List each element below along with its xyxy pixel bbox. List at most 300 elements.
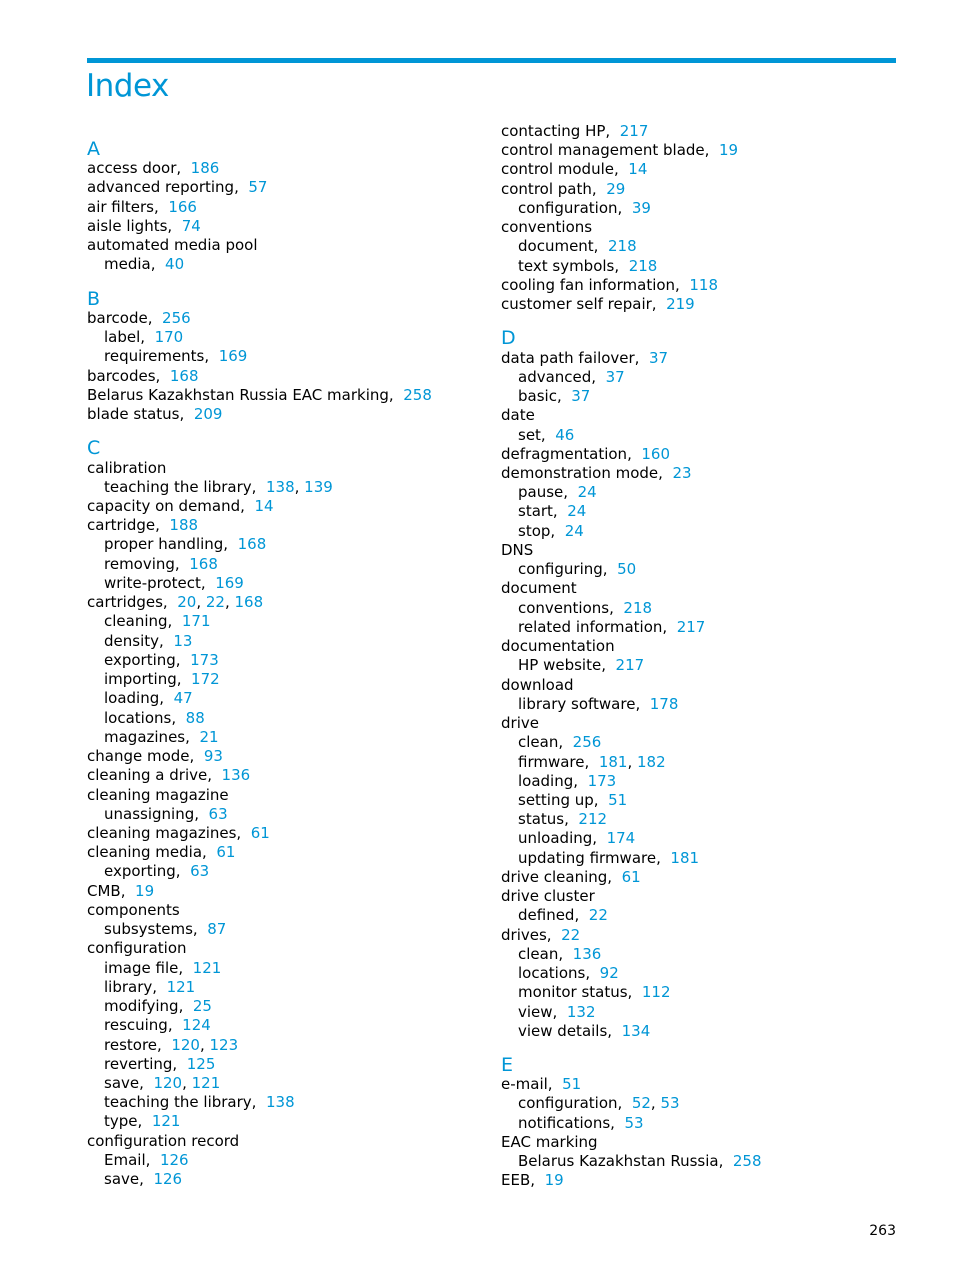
index-subentry <box>87 1151 487 1170</box>
index-subentry <box>501 810 901 829</box>
index-entry <box>87 516 487 535</box>
entry-term: save, <box>104 1170 144 1189</box>
index-subentry <box>501 502 901 521</box>
index-entry <box>87 882 487 901</box>
entry-term: monitor status, <box>518 983 633 1002</box>
entry-term: modifying, <box>104 997 184 1016</box>
entry-term: conventions <box>501 218 593 237</box>
index-entry <box>501 218 901 237</box>
entry-term: media, <box>104 255 156 274</box>
index-entry <box>501 868 901 887</box>
entry-term: text symbols, <box>518 256 620 275</box>
index-entry <box>501 276 901 295</box>
entry-term: aisle lights, <box>87 216 173 235</box>
page-title: Index <box>86 68 169 104</box>
entry-term: cartridges, <box>87 593 168 612</box>
entry-term: rescuing, <box>104 1016 173 1035</box>
header-rule <box>87 58 896 63</box>
page-link[interactable]: 132 <box>566 1002 596 1021</box>
entry-term: HP website, <box>518 656 606 675</box>
page-link[interactable]: 258 <box>403 385 432 404</box>
page-link[interactable]: 88 <box>185 708 205 727</box>
index-column-left <box>87 140 487 1189</box>
entry-term: cleaning, <box>104 612 173 631</box>
page-link[interactable]: 121 <box>192 958 222 977</box>
entry-term: library software, <box>518 694 641 713</box>
entry-term: cleaning magazines, <box>87 823 242 842</box>
page-link[interactable]: 219 <box>666 295 695 314</box>
index-subentry <box>501 1022 901 1041</box>
page-link[interactable]: 52 <box>631 1094 651 1113</box>
page-link[interactable]: 74 <box>181 216 201 235</box>
page-link[interactable]: 50 <box>617 560 637 579</box>
entry-term: configuration <box>87 939 187 958</box>
page-link[interactable]: 61 <box>621 867 641 886</box>
index-entry <box>87 198 487 217</box>
page-link[interactable]: 172 <box>191 670 220 689</box>
page-link[interactable]: 168 <box>237 535 267 554</box>
entry-term: blade status, <box>87 405 185 424</box>
page-link[interactable]: 22 <box>561 925 581 944</box>
page-link[interactable]: 87 <box>207 920 227 939</box>
index-subentry <box>87 1112 487 1131</box>
index-entry <box>87 459 487 478</box>
index-subentry <box>87 978 487 997</box>
entry-term: configuring, <box>518 560 608 579</box>
entry-term: cooling fan information, <box>501 275 680 294</box>
page-link[interactable]: 126 <box>153 1170 183 1189</box>
page-link[interactable]: 51 <box>608 790 628 809</box>
page-link[interactable]: 188 <box>169 516 199 535</box>
entry-term: control management blade, <box>501 141 710 160</box>
page-link[interactable]: 19 <box>718 141 739 160</box>
page-link[interactable]: 182 <box>637 752 666 771</box>
index-entry <box>501 579 901 598</box>
page-link[interactable]: 24 <box>567 502 587 521</box>
entry-term: components <box>87 900 180 919</box>
page-link[interactable]: 169 <box>215 573 244 592</box>
entry-term: pause, <box>518 483 569 502</box>
page-link[interactable]: 53 <box>660 1094 680 1113</box>
index-subentry <box>87 689 487 708</box>
page-link[interactable]: 53 <box>624 1113 644 1132</box>
page-link[interactable]: 37 <box>605 367 625 386</box>
index-subentry <box>501 1152 901 1171</box>
page-link[interactable]: 212 <box>578 810 608 829</box>
page-link[interactable]: 19 <box>135 881 155 900</box>
entry-term: density, <box>104 631 164 650</box>
page-link[interactable]: 120 <box>171 1035 200 1054</box>
index-subentry <box>87 1093 487 1112</box>
index-column-right <box>501 122 901 1191</box>
index-subentry <box>87 805 487 824</box>
entry-term: advanced, <box>518 367 597 386</box>
entry-term: EAC marking <box>501 1132 598 1151</box>
index-subentry <box>501 829 901 848</box>
page-link[interactable]: 178 <box>649 694 679 713</box>
index-entry <box>87 236 487 255</box>
entry-term: status, <box>518 810 569 829</box>
page-link[interactable]: 186 <box>190 159 220 178</box>
index-subentry <box>501 1003 901 1022</box>
index-entry <box>87 497 487 516</box>
page-link[interactable]: 37 <box>571 387 591 406</box>
index-entry <box>87 939 487 958</box>
entry-term: download <box>501 675 574 694</box>
page-number: 263 <box>869 1223 896 1239</box>
section-letter: D <box>501 327 516 350</box>
section-letter: E <box>501 1054 514 1077</box>
page-link[interactable]: 138 <box>265 1093 295 1112</box>
index-subentry <box>501 199 901 218</box>
index-subentry <box>501 945 901 964</box>
index-subentry <box>87 555 487 574</box>
entry-term: barcodes, <box>87 366 161 385</box>
index-subentry <box>501 257 901 276</box>
entry-term: locations, <box>518 964 591 983</box>
page-link[interactable]: 14 <box>628 160 648 179</box>
entry-term: label, <box>104 328 146 347</box>
page-link[interactable]: 171 <box>181 612 211 631</box>
entry-term: removing, <box>104 554 180 573</box>
page-link[interactable]: 63 <box>208 804 228 823</box>
page-link[interactable]: 173 <box>587 771 617 790</box>
page-link[interactable]: 256 <box>572 733 602 752</box>
entry-term: configuration, <box>518 198 623 217</box>
index-subentry <box>87 632 487 651</box>
page-link[interactable]: 120 <box>153 1074 183 1093</box>
entry-term: contacting HP, <box>501 122 611 140</box>
index-subentry: teaching the library, 138, 139 <box>104 477 333 496</box>
index-entry <box>501 714 901 733</box>
entry-term: unassigning, <box>104 804 199 823</box>
page-link[interactable]: 134 <box>621 1021 651 1040</box>
page-link[interactable]: 168 <box>189 554 218 573</box>
entry-term: automated media pool <box>87 236 258 255</box>
page-link[interactable]: 181 <box>670 848 700 867</box>
entry-term: locations, <box>104 708 177 727</box>
index-entry <box>501 295 901 314</box>
index-subentry <box>87 612 487 631</box>
index-entry <box>87 217 487 236</box>
entry-term: loading, <box>518 771 579 790</box>
index-subentry <box>87 997 487 1016</box>
entry-term: image file, <box>104 958 184 977</box>
section-letter: C <box>87 437 101 460</box>
index-subentry <box>501 368 901 387</box>
entry-term: updating firmware, <box>518 848 661 867</box>
index-subentry <box>87 670 487 689</box>
entry-term: importing, <box>104 670 182 689</box>
index-subentry: firmware, 181, 182 <box>518 752 666 771</box>
index-subentry <box>87 328 487 347</box>
entry-term: cleaning a drive, <box>87 766 212 785</box>
page-link[interactable]: 173 <box>190 650 219 669</box>
entry-term: data path failover, <box>501 348 640 367</box>
entry-term: configuration, <box>518 1094 623 1113</box>
page-link[interactable]: 124 <box>182 1016 211 1035</box>
entry-term: type, <box>104 1112 143 1131</box>
page-link[interactable]: 217 <box>676 617 706 636</box>
page-link[interactable]: 61 <box>250 823 270 842</box>
entry-term: drives, <box>501 925 552 944</box>
index-subentry <box>87 535 487 554</box>
entry-term: Belarus Kazakhstan Russia, <box>518 1152 724 1171</box>
entry-term: date <box>501 406 535 425</box>
entry-term: defragmentation, <box>501 444 632 463</box>
entry-term: Email, <box>104 1150 151 1169</box>
page-link[interactable]: 39 <box>631 198 651 217</box>
page-link[interactable]: 63 <box>190 862 210 881</box>
index-subentry <box>87 959 487 978</box>
index-subentry <box>501 983 901 1002</box>
page-link[interactable]: 218 <box>628 256 658 275</box>
page-link[interactable]: 118 <box>689 275 719 294</box>
page-link[interactable]: 121 <box>166 977 196 996</box>
index-subentry <box>87 347 487 366</box>
index-entry <box>87 786 487 805</box>
index-entry <box>501 1075 901 1094</box>
entry-term: firmware, <box>518 752 590 771</box>
index-subentry <box>501 791 901 810</box>
page-link[interactable]: 40 <box>165 255 185 274</box>
entry-term: set, <box>518 425 546 444</box>
entry-term: drive cleaning, <box>501 867 613 886</box>
page-link[interactable]: 93 <box>203 747 223 766</box>
page-link[interactable]: 218 <box>608 237 637 256</box>
index-entry <box>501 1171 901 1190</box>
entry-term: clean, <box>518 944 564 963</box>
entry-term: notifications, <box>518 1113 615 1132</box>
page-link[interactable]: 46 <box>555 425 575 444</box>
page-link[interactable]: 170 <box>154 328 184 347</box>
index-entry <box>87 1132 487 1151</box>
index-subentry <box>87 920 487 939</box>
index-subentry <box>501 483 901 502</box>
entry-term: control module, <box>501 160 619 179</box>
page-link[interactable]: 61 <box>216 843 236 862</box>
index-entry <box>501 637 901 656</box>
page-link[interactable]: 22 <box>588 906 608 925</box>
page-link[interactable]: 29 <box>606 179 626 198</box>
entry-term: CMB, <box>87 881 126 900</box>
entry-term: start, <box>518 502 558 521</box>
page-link[interactable]: 126 <box>159 1150 189 1169</box>
entry-term: cleaning magazine <box>87 785 229 804</box>
entry-term: view details, <box>518 1021 613 1040</box>
page-link[interactable]: 166 <box>168 197 197 216</box>
entry-term: advanced reporting, <box>87 178 239 197</box>
page-link[interactable]: 14 <box>254 496 274 515</box>
index-subentry <box>87 255 487 274</box>
page-link[interactable]: 112 <box>641 983 671 1002</box>
index-entry <box>87 766 487 785</box>
page-link[interactable]: 23 <box>672 463 692 482</box>
entry-term: requirements, <box>104 347 210 366</box>
page-link[interactable]: 19 <box>544 1171 564 1190</box>
page-link[interactable]: 218 <box>623 598 653 617</box>
index-entry <box>87 824 487 843</box>
entry-term: defined, <box>518 906 580 925</box>
entry-term: air filters, <box>87 197 159 216</box>
index-subentry <box>87 709 487 728</box>
entry-term: demonstration mode, <box>501 463 663 482</box>
page-link[interactable]: 168 <box>169 366 199 385</box>
page-link[interactable]: 123 <box>209 1035 239 1054</box>
index-entry <box>87 309 487 328</box>
entry-term: teaching the library, <box>104 477 257 496</box>
index-subentry <box>501 618 901 637</box>
page-link[interactable]: 139 <box>304 477 333 496</box>
page-link[interactable]: 22 <box>205 593 225 612</box>
entry-term: subsystems, <box>104 920 198 939</box>
section-letter: A <box>87 138 100 160</box>
index-subentry: restore, 120, 123 <box>104 1035 239 1054</box>
page-link[interactable]: 138 <box>265 477 295 496</box>
entry-term: document <box>501 579 577 598</box>
index-entry <box>501 160 901 179</box>
index-subentry <box>501 906 901 925</box>
entry-term: save, <box>104 1074 144 1093</box>
entry-term: configuration record <box>87 1131 240 1150</box>
page-link[interactable]: 174 <box>606 829 636 848</box>
index-subentry: save, 120, 121 <box>104 1074 221 1093</box>
entry-term: related information, <box>518 617 668 636</box>
index-entry <box>87 843 487 862</box>
index-entry <box>501 887 901 906</box>
entry-term: e-mail, <box>501 1075 553 1094</box>
entry-term: basic, <box>518 387 562 406</box>
page-link[interactable]: 256 <box>162 308 191 327</box>
index-subentry <box>87 728 487 747</box>
page-link[interactable]: 160 <box>641 444 671 463</box>
page-link[interactable]: 121 <box>151 1112 181 1131</box>
entry-term: loading, <box>104 689 165 708</box>
index-entry <box>87 386 487 405</box>
page-link[interactable]: 47 <box>173 689 193 708</box>
index-subentry <box>501 237 901 256</box>
entry-term: EEB, <box>501 1171 536 1190</box>
entry-term: setting up, <box>518 790 599 809</box>
entry-term: reverting, <box>104 1054 178 1073</box>
entry-term: teaching the library, <box>104 1093 257 1112</box>
index-subentry <box>501 522 901 541</box>
entry-term: cleaning media, <box>87 843 207 862</box>
index-entry <box>87 159 487 178</box>
index-subentry <box>501 599 901 618</box>
index-entry <box>501 406 901 425</box>
page-link[interactable]: 125 <box>186 1054 216 1073</box>
index-entry <box>87 747 487 766</box>
index-subentry <box>501 964 901 983</box>
entry-term: access door, <box>87 159 182 178</box>
index-subentry <box>87 1055 487 1074</box>
index-entry <box>87 405 487 424</box>
page-link[interactable]: 217 <box>619 122 649 140</box>
page-link[interactable]: 92 <box>599 964 619 983</box>
page-link[interactable]: 37 <box>649 348 669 367</box>
index-subentry <box>87 651 487 670</box>
index-entry <box>87 901 487 920</box>
index-subentry <box>501 560 901 579</box>
page-link[interactable]: 181 <box>598 752 628 771</box>
index-subentry <box>501 733 901 752</box>
entry-term: magazines, <box>104 727 190 746</box>
page-link[interactable]: 20 <box>177 593 197 612</box>
index-entry <box>501 349 901 368</box>
entry-term: exporting, <box>104 650 181 669</box>
page-link[interactable]: 51 <box>562 1075 582 1094</box>
index-entry <box>501 676 901 695</box>
index-subentry <box>87 1016 487 1035</box>
page-link[interactable]: 217 <box>615 656 645 675</box>
index-subentry <box>501 426 901 445</box>
index-subentry <box>501 695 901 714</box>
page-link[interactable]: 24 <box>577 483 597 502</box>
index-entry <box>501 1133 901 1152</box>
entry-term: calibration <box>87 458 167 477</box>
index-subentry <box>501 849 901 868</box>
index-entry: cartridges, 20, 22, 168 <box>87 593 264 612</box>
page-link[interactable]: 169 <box>218 347 248 366</box>
entry-term: cartridge, <box>87 516 160 535</box>
entry-term: drive cluster <box>501 887 595 906</box>
index-subentry <box>501 387 901 406</box>
index-subentry <box>501 1114 901 1133</box>
page-link[interactable]: 168 <box>234 593 264 612</box>
entry-term: document, <box>518 237 599 256</box>
entry-term: library, <box>104 977 158 996</box>
index-entry <box>87 367 487 386</box>
index-entry <box>501 141 901 160</box>
entry-term: exporting, <box>104 862 181 881</box>
entry-term: restore, <box>104 1035 162 1054</box>
entry-term: customer self repair, <box>501 295 657 314</box>
index-subentry: configuration, 52, 53 <box>518 1094 680 1113</box>
index-entry <box>501 464 901 483</box>
page-link[interactable]: 209 <box>193 405 223 424</box>
index-subentry <box>87 1170 487 1189</box>
section-letter: B <box>87 287 101 310</box>
entry-term: barcode, <box>87 308 153 327</box>
entry-term: stop, <box>518 521 556 540</box>
index-subentry <box>501 656 901 675</box>
page-link[interactable]: 57 <box>248 178 268 197</box>
page-link[interactable]: 21 <box>199 727 219 746</box>
entry-term: Belarus Kazakhstan Russia EAC marking, <box>87 385 394 404</box>
index-entry <box>501 541 901 560</box>
index-subentry <box>87 862 487 881</box>
index-entry <box>501 445 901 464</box>
entry-term: unloading, <box>518 829 598 848</box>
page-link[interactable]: 136 <box>572 944 602 963</box>
entry-term: conventions, <box>518 598 614 617</box>
entry-term: capacity on demand, <box>87 496 245 515</box>
entry-term: proper handling, <box>104 535 229 554</box>
page-link[interactable]: 258 <box>732 1152 762 1171</box>
page-link[interactable]: 136 <box>221 766 251 785</box>
entry-term: DNS <box>501 540 534 559</box>
entry-term: write-protect, <box>104 573 206 592</box>
page-link[interactable]: 25 <box>192 997 212 1016</box>
page-link[interactable]: 121 <box>191 1074 221 1093</box>
page-link[interactable]: 24 <box>564 521 584 540</box>
index-subentry <box>501 772 901 791</box>
index-entry <box>501 926 901 945</box>
entry-term: documentation <box>501 637 615 656</box>
page-link[interactable]: 13 <box>173 631 193 650</box>
entry-term: view, <box>518 1002 558 1021</box>
